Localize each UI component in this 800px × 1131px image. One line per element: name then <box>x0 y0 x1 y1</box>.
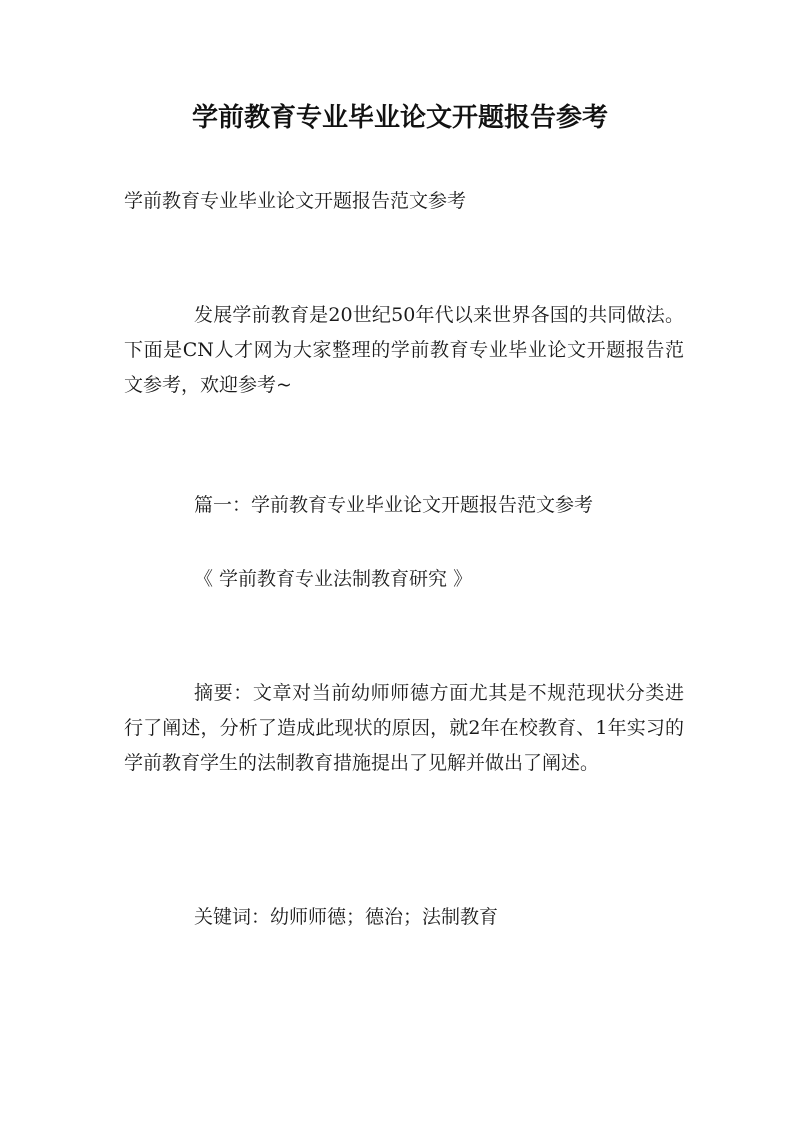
article-title: 《 学前教育专业法制教育研究 》 <box>194 568 473 590</box>
intro-paragraph: 发展学前教育是20世纪50年代以来世界各国的共同做法。下面是CN人才网为大家整理的学前教育专业毕业论文开题报告范文参考，欢迎参考~ <box>124 304 684 396</box>
document-subtitle: 学前教育专业毕业论文开题报告范文参考 <box>124 190 467 212</box>
document-title: 学前教育专业毕业论文开题报告参考 <box>191 103 608 133</box>
keywords-line: 关键词：幼师师德；德治；法制教育 <box>194 906 499 928</box>
abstract-paragraph: 摘要：文章对当前幼师师德方面尤其是不规范现状分类进行了阐述，分析了造成此现状的原因，就2年在校教育、1年实习的学前教育学生的法制教育措施提出了见解并做出了阐述。 <box>124 682 684 774</box>
article-heading: 篇一：学前教育专业毕业论文开题报告范文参考 <box>194 494 594 516</box>
